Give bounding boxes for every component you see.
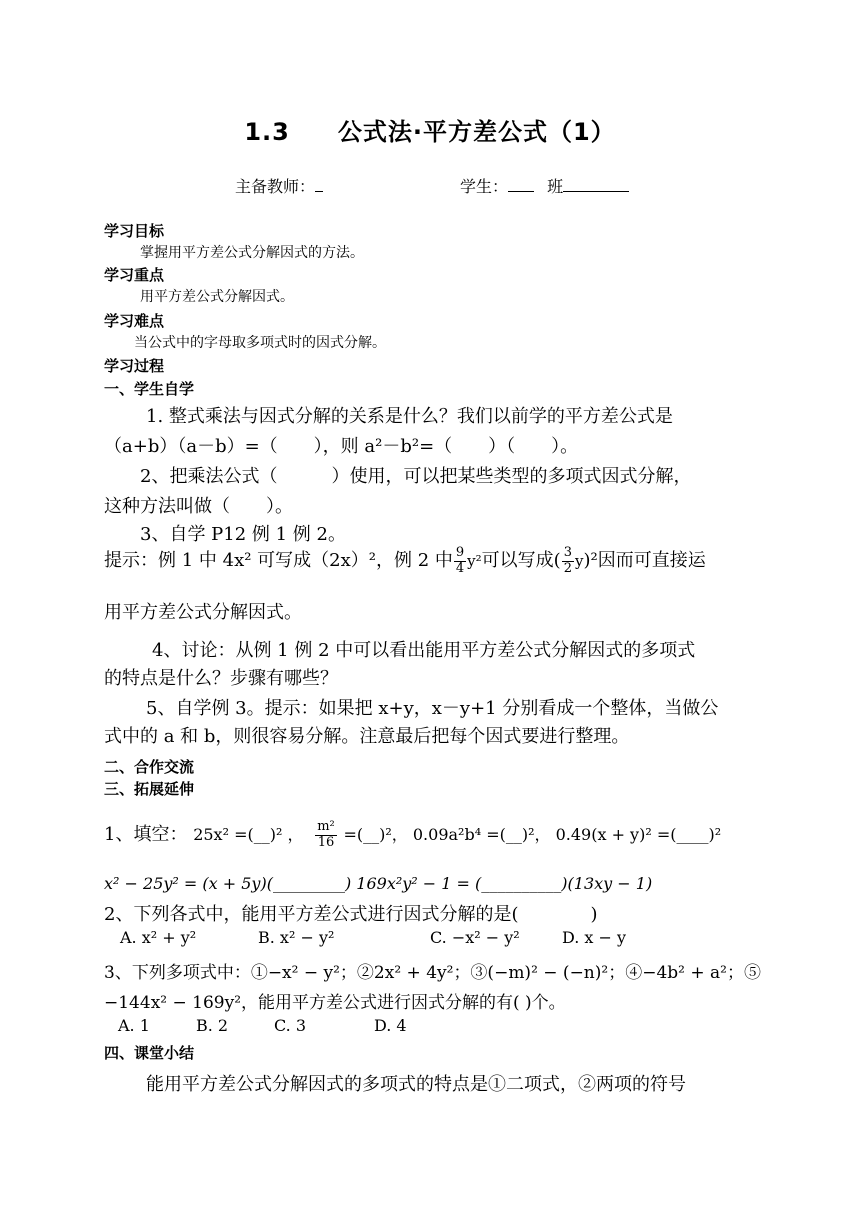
q1-line2: （a+b）（a－b）=（ ），则 a²－b²=（ ）（ ）。 xyxy=(104,436,579,457)
hint-line: 提示：例 1 中 4x² 可写成（2x）²，例 2 中 $\frac{9}{4}$ y²可以写成( $\frac{3}{2}$ y)²因而可直接运 xyxy=(104,545,706,576)
q3-option-a: A. 1 xyxy=(118,1016,150,1035)
fraction-3-2: $\frac{3}{2}$ xyxy=(563,545,572,576)
q2-option-c: C. −x² − y² xyxy=(430,928,520,947)
q2-option-a: A. x² + y² xyxy=(120,928,197,947)
process-heading: 学习过程 xyxy=(104,357,165,375)
goals-heading: 学习目标 xyxy=(104,222,165,240)
q2-option-d: D. x − y xyxy=(562,928,627,947)
key-heading: 学习重点 xyxy=(104,266,165,284)
section-4-heading: 四、课堂小结 xyxy=(104,1044,195,1062)
section-3-heading: 三、拓展延伸 xyxy=(104,780,195,798)
q3-option-b: B. 2 xyxy=(196,1016,229,1035)
q2-line1: 2、把乘法公式（ ）使用，可以把某些类型的多项式因式分解， xyxy=(140,466,692,487)
section-1-heading: 一、学生自学 xyxy=(104,380,195,398)
hint-line2: 用平方差公式分解因式。 xyxy=(104,602,302,623)
q3-line2: −144x² − 169y²，能用平方差公式进行因式分解的有( )个。 xyxy=(104,993,566,1013)
equation-line: x² − 25y² = (x + 5y)(_________) 169x²y² − 1 = (__________)(13xy − 1) xyxy=(104,874,653,893)
q4-line1: 4、讨论：从例 1 例 2 中可以看出能用平方差公式分解因式的多项式 xyxy=(152,640,696,661)
fraction-m2-16: $\frac{\text{m²}}{16}$ xyxy=(317,819,335,850)
fraction-9-4: $\frac{9}{4}$ xyxy=(455,545,465,576)
q3-line1: 3、下列多项式中：①−x² − y²；②2x² + 4y²；③(−m)² − (−n)²；④−4b² + a²；⑤ xyxy=(104,963,761,983)
q2-option-b: B. x² − y² xyxy=(258,928,335,947)
title-text: 公式法·平方差公式（1） xyxy=(337,118,616,146)
q3-line: 3、自学 P12 例 1 例 2。 xyxy=(140,524,346,545)
goals-text: 掌握用平方差公式分解因式的方法。 xyxy=(140,245,364,261)
summary-text: 能用平方差公式分解因式的多项式的特点是①二项式，②两项的符号 xyxy=(146,1074,686,1095)
key-text: 用平方差公式分解因式。 xyxy=(140,289,294,305)
page-title xyxy=(0,112,860,147)
q3-option-d: D. 4 xyxy=(374,1016,407,1035)
q1-line1: 1. 整式乘法与因式分解的关系是什么？我们以前学的平方差公式是 xyxy=(146,406,673,427)
section-2-heading: 二、合作交流 xyxy=(104,758,195,776)
q5-line2: 式中的 a 和 b，则很容易分解。注意最后把每个因式要进行整理。 xyxy=(104,726,630,747)
teacher-field: 主备教师： xyxy=(235,174,323,197)
q4-line2: 的特点是什么？步骤有哪些？ xyxy=(104,668,338,689)
difficulty-text: 当公式中的字母取多项式时的因式分解。 xyxy=(134,335,386,351)
fill-line: 1、填空： 25x² =(__)² ， $\frac{\text{m²}}{16}$ =(__)²， 0.09a²b⁴ =(__)²， 0.49(x + y)² =(____)² xyxy=(104,819,722,850)
q2-question: 2、下列各式中，能用平方差公式进行因式分解的是( ) xyxy=(104,904,598,925)
student-field: 学生： 班 xyxy=(460,174,629,197)
difficulty-heading: 学习难点 xyxy=(104,312,165,330)
q2-line2: 这种方法叫做（ ）。 xyxy=(104,496,293,517)
q5-line1: 5、自学例 3。提示：如果把 x+y，x－y+1 分别看成一个整体，当做公 xyxy=(146,698,719,719)
section-number: 1.3 xyxy=(244,118,290,146)
q3-option-c: C. 3 xyxy=(274,1016,307,1035)
